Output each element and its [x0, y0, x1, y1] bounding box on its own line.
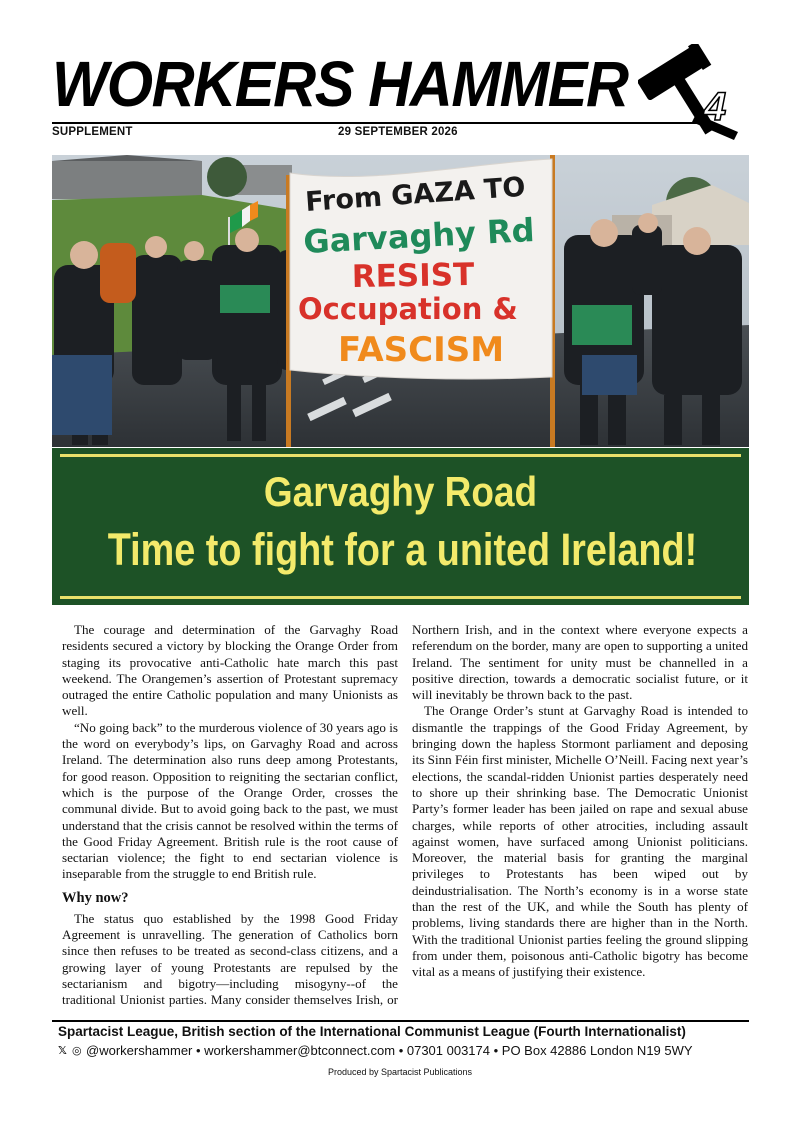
supplement-label: SUPPLEMENT	[52, 126, 133, 138]
protest-photo	[52, 155, 749, 447]
produced-by: Produced by Spartacist Publications	[327, 1067, 473, 1077]
headline-line-2: Time to fight for a united Ireland!	[107, 524, 698, 575]
banner-line-1: From GAZA TO	[304, 171, 527, 218]
article-paragraph-4: The Orange Order’s stunt at Garvaghy Road is intended to dismantle the trappings of the Good Friday Agreement, by bringing down the hapless Stormont parliament and deposing its Sinn Féin first minister, Michelle O’Neill. Facing next year’s elections, the scandal-ridden Unionist parties desperately need to shore up their shrinking base. The Democratic Unionist Party’s former leader has been jailed on rape and sexual abuse charges, while reports of other atrocities, including assault against women, have surfaced among Unionist politicians. Moreover, the material basis for granting the marginal privileges to Protestants has been wiped out by deindustrialisation. The North’s economy is in a worse state than the rest of the UK, and while the South has plenty of problems, living standards there are higher than in the North. With the traditional Unionist parties feeling the ground slipping from under them, poisonous anti-Catholic bigotry has become vital as a means of justifying their existence.	[412, 703, 748, 980]
masthead-title: WORKERS HAMMER	[52, 48, 628, 120]
hammer-fourth-logo	[638, 44, 748, 144]
headline-line-1: Garvaghy Road	[263, 468, 538, 515]
article-paragraph-3: The status quo established by the 1998 Good Friday Agreement is unravelling. The generation of Catholics born since then refuses to be treated as second-class citizens, and a growing layer of young Protestants are repulsed by the sectarianism and bigotry—including misogyny--of the traditional Unionist parties. Many consider themselves Irish, or Northern Irish, and in the context where everyone expects a referendum on the border, many are open to supporting a united Ireland. The sentiment for unity must be channelled in a positive direction, towards a democratic socialist future, or it will inevitably be thrown back to the past.	[62, 622, 748, 1008]
logo-number: 4	[704, 85, 727, 129]
issue-date: 29 SEPTEMBER 2026	[338, 126, 458, 138]
banner-line-5: FASCISM	[338, 330, 505, 370]
instagram-icon[interactable]: ◎	[72, 1043, 82, 1057]
contact-line	[58, 1043, 693, 1058]
banner-line-2: Garvaghy Rd	[302, 210, 536, 261]
footer-rule	[52, 1020, 749, 1022]
publisher-line: Spartacist League, British section of the International Communist League (Fourth Internationalist)	[58, 1024, 686, 1039]
article-paragraph-1: The courage and determination of the Garvaghy Road residents secured a victory by blocking the Orange Order from staging its provocative anti-Catholic hate march this past weekend. The Orangemen’s assertion of Protestant supremacy outraged the entire Catholic population and many Unionists as well.	[62, 622, 398, 719]
banner-line-3: RESIST	[351, 256, 475, 295]
headline-top-rule	[60, 454, 741, 457]
headline-bottom-rule	[60, 596, 741, 599]
article-subhead: Why now?	[62, 889, 129, 906]
article-body	[62, 622, 748, 1017]
x-icon[interactable]: 𝕏	[58, 1043, 67, 1057]
headline-box	[52, 448, 749, 605]
masthead-rule	[52, 122, 702, 124]
masthead	[52, 44, 742, 140]
banner-line-4: Occupation &	[298, 292, 518, 326]
contact-details: @workershammer • workershammer@btconnect.com • 07301 003174 • PO Box 42886 London N19 5WY	[86, 1043, 693, 1058]
article-paragraph-2: “No going back” to the murderous violence of 30 years ago is the word on everybody’s lips, on Garvaghy Road and across Ireland. The determination also runs deep among Protestants, for good reason. Opposition to reigniting the sectarian conflict, which is the purpose of the Orange Order, crosses the communal divide. But to avoid going back to the past, we must understand that the crisis cannot be resolved within the terms of the Good Friday Agreement. British rule is the root cause of sectarian violence; the fight to end sectarian violence is inseparable from the struggle to end British rule.	[62, 719, 398, 882]
